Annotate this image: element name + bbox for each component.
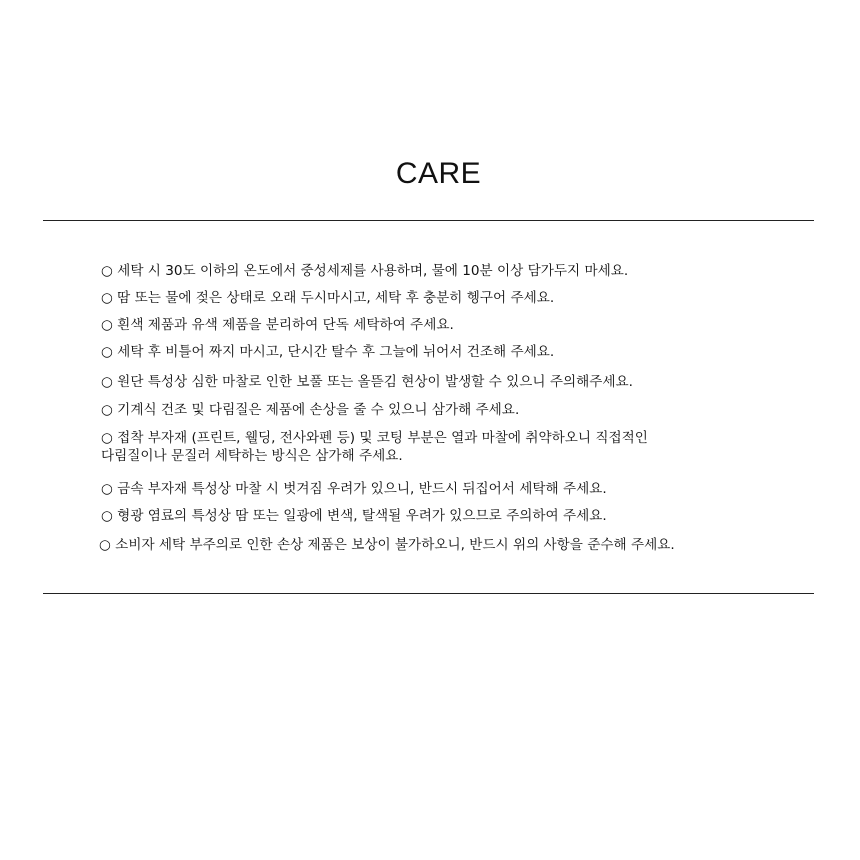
care-item: ○ 소비자 세탁 부주의로 인한 손상 제품은 보상이 불가하오니, 반드시 위의 사항을 준수해 주세요. bbox=[99, 537, 675, 553]
care-item: ○ 금속 부자재 특성상 마찰 시 벗겨짐 우려가 있으니, 반드시 뒤집어서 세탁해 주세요. bbox=[101, 481, 607, 497]
care-item: ○ 원단 특성상 심한 마찰로 인한 보풀 또는 올뜯김 현상이 발생할 수 있으니 주의해주세요. bbox=[101, 374, 633, 390]
care-item: ○ 형광 염료의 특성상 땀 또는 일광에 변색, 탈색될 우려가 있으므로 주의하여 주세요. bbox=[101, 508, 607, 524]
care-item: ○ 기계식 건조 및 다림질은 제품에 손상을 줄 수 있으니 삼가해 주세요. bbox=[101, 402, 520, 418]
care-title: CARE bbox=[395, 157, 482, 190]
top-divider bbox=[43, 220, 814, 221]
care-item: ○ 세탁 시 30도 이하의 온도에서 중성세제를 사용하며, 물에 10분 이상 담가두지 마세요. bbox=[101, 263, 629, 279]
care-item: ○ 흰색 제품과 유색 제품을 분리하여 단독 세탁하여 주세요. bbox=[101, 317, 454, 333]
care-item: ○ 접착 부자재 (프린트, 웰딩, 전사와펜 등) 및 코팅 부분은 열과 마찰에 취약하오니 직접적인 다림질이나 문질러 세탁하는 방식은 삼가해 주세요. bbox=[101, 430, 648, 464]
care-item: ○ 세탁 후 비틀어 짜지 마시고, 단시간 탈수 후 그늘에 뉘어서 건조해 주세요. bbox=[101, 344, 555, 360]
bottom-divider bbox=[43, 593, 814, 594]
care-item: ○ 땀 또는 물에 젖은 상태로 오래 두시마시고, 세탁 후 충분히 헹구어 주세요. bbox=[101, 290, 555, 306]
